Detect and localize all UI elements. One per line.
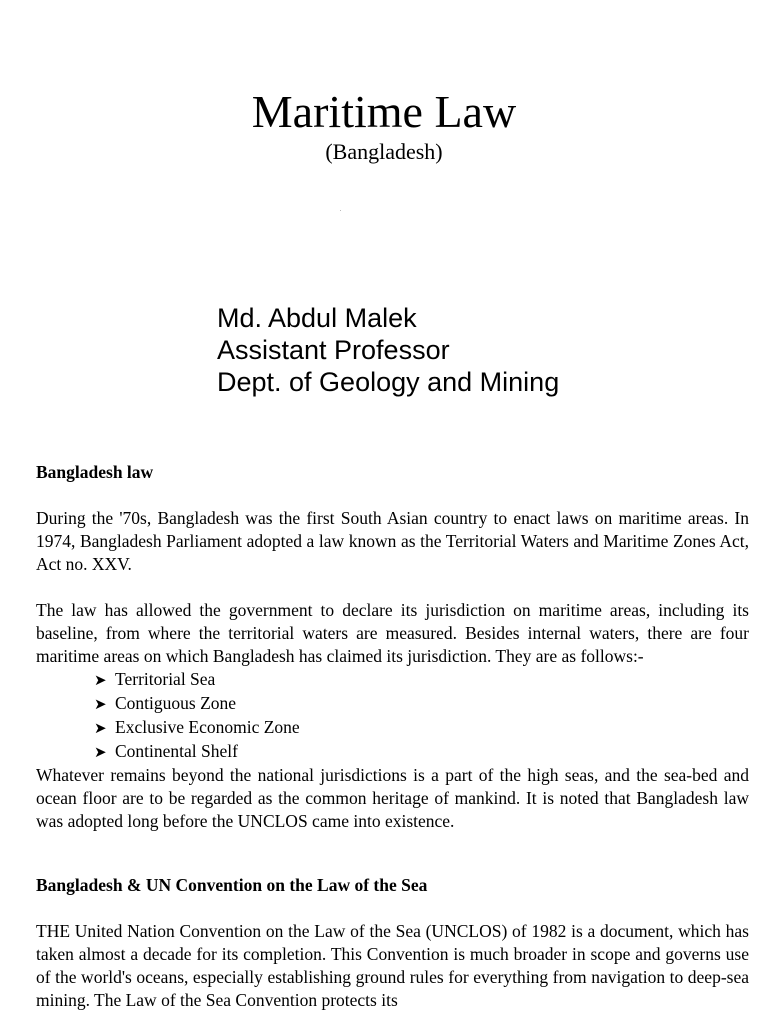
- section-heading-bangladesh-law: Bangladesh law: [36, 462, 154, 482]
- paragraph: Whatever remains beyond the national jurisdictions is a part of the high seas, and the sea-bed and ocean floor are to be regarded as the common heritage of mankind. It is noted that Bangladesh law was adopted long before the UNCLOS came into existence.: [36, 765, 749, 831]
- list-item: ➤ Continental Shelf: [94, 740, 749, 764]
- maritime-areas-list: [36, 668, 749, 764]
- arrowhead-right-icon: ➤: [94, 671, 107, 689]
- arrowhead-right-icon: ➤: [94, 743, 107, 761]
- author-block: [217, 302, 559, 398]
- paragraph: THE United Nation Convention on the Law of the Sea (UNCLOS) of 1982 is a document, which has taken almost a decade for its completion. This Convention is much broader in scope and governs use of the world's oceans, especially establishing ground rules for everything from navigation to deep-sea mining. The Law of the Sea Convention protects its: [36, 921, 749, 1010]
- list-item: ➤ Territorial Sea: [94, 668, 749, 692]
- document-title: Maritime Law: [251, 86, 517, 137]
- stray-mark: [340, 210, 341, 211]
- list-item: ➤ Contiguous Zone: [94, 692, 749, 716]
- document-body: [36, 461, 749, 1012]
- list-item: ➤ Exclusive Economic Zone: [94, 716, 749, 740]
- arrowhead-right-icon: ➤: [94, 719, 107, 737]
- author-department: Dept. of Geology and Mining: [217, 367, 560, 397]
- section-heading-unclos: Bangladesh & UN Convention on the Law of the Sea: [36, 875, 428, 895]
- arrowhead-right-icon: ➤: [94, 695, 107, 713]
- paragraph: During the '70s, Bangladesh was the first South Asian country to enact laws on maritime areas. In 1974, Bangladesh Parliament adopted a law known as the Territorial Waters and Maritime Zones Act, Act no. XXV.: [36, 508, 749, 574]
- author-name: Md. Abdul Malek: [217, 303, 417, 333]
- document-subtitle: (Bangladesh): [325, 139, 443, 164]
- author-position: Assistant Professor: [217, 335, 450, 365]
- paragraph: The law has allowed the government to declare its jurisdiction on maritime areas, including its baseline, from where the territorial waters are measured. Besides internal waters, there are four maritime areas on which Bangladesh has claimed its jurisdiction. They are as follows:-: [36, 600, 749, 666]
